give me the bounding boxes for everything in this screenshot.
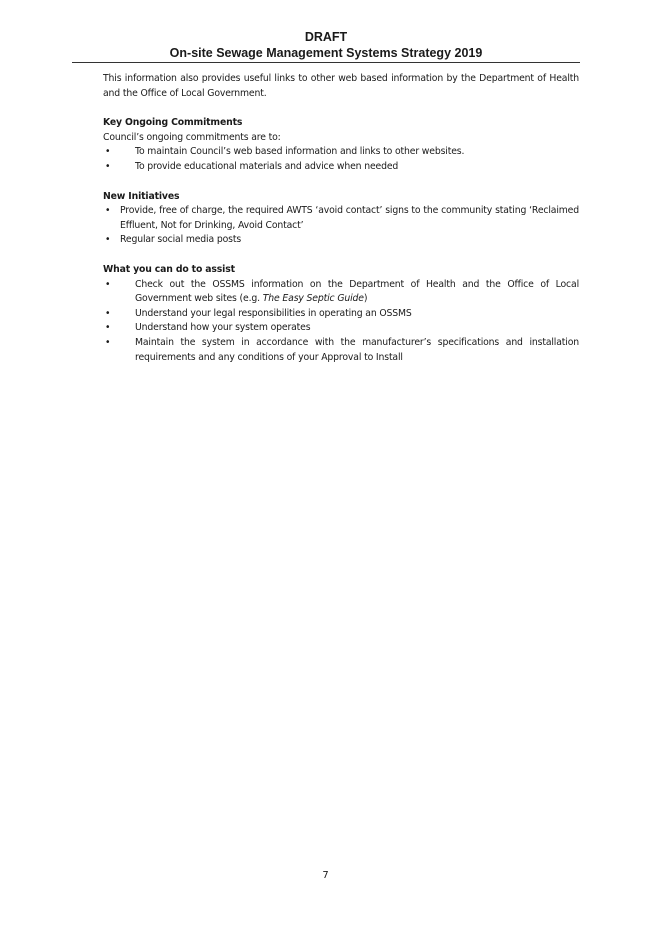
bullet-icon: •	[105, 336, 111, 348]
list-item	[103, 278, 579, 307]
list-item-text: Understand your legal responsibilities in operating an OSSMS	[135, 307, 412, 319]
assist-list	[103, 278, 579, 366]
bullet-icon: •	[105, 160, 111, 172]
document-title: On-site Sewage Management Systems Strategy 2019	[169, 46, 483, 60]
list-item-text: Check out the OSSMS information on the Department of Health and the Office of Local Government web sites (e.g.	[135, 278, 579, 305]
document-body	[103, 72, 579, 365]
list-item	[103, 204, 579, 233]
list-item-text: Regular social media posts	[120, 234, 242, 246]
bullet-icon: •	[105, 205, 111, 217]
list-item-text: Maintain the system in accordance with the manufacturer’s specifications and installation requirements and any conditions of your Approval to Install	[135, 336, 579, 363]
bullet-icon: •	[105, 307, 111, 319]
list-item	[103, 160, 579, 175]
list-item	[103, 307, 579, 322]
new-initiatives-heading: New Initiatives	[103, 190, 180, 202]
bullet-icon: •	[105, 234, 111, 246]
bullet-icon: •	[105, 146, 111, 158]
list-item-text-end: )	[363, 293, 368, 305]
list-item-text: To maintain Council’s web based information and links to other websites.	[135, 146, 465, 158]
key-commitments-heading: Key Ongoing Commitments	[103, 117, 243, 129]
list-item	[103, 336, 579, 365]
assist-heading: What you can do to assist	[103, 263, 235, 275]
new-initiatives-list	[103, 204, 579, 248]
header-rule	[72, 62, 580, 63]
page-number: 7	[322, 870, 329, 881]
list-item	[103, 233, 579, 248]
list-item	[103, 145, 579, 160]
key-commitments-lead: Council’s ongoing commitments are to:	[103, 131, 281, 143]
intro-paragraph: This information also provides useful links to other web based information by the Department of Health and the Office of Local Government.	[103, 73, 579, 99]
bullet-icon: •	[105, 278, 111, 290]
page-header	[72, 30, 580, 61]
key-commitments-list	[103, 145, 579, 174]
draft-label: DRAFT	[304, 30, 348, 44]
list-item-text: Understand how your system operates	[135, 322, 311, 334]
list-item	[103, 321, 579, 336]
list-item-text: Provide, free of charge, the required AWTS ‘avoid contact’ signs to the community stating ‘Reclaimed Effluent, Not for Drinking, Avoid Contact’	[120, 205, 579, 231]
guide-title: The Easy Septic Guide	[262, 293, 364, 305]
list-item-text: To provide educational materials and advice when needed	[135, 160, 399, 172]
bullet-icon: •	[105, 322, 111, 334]
